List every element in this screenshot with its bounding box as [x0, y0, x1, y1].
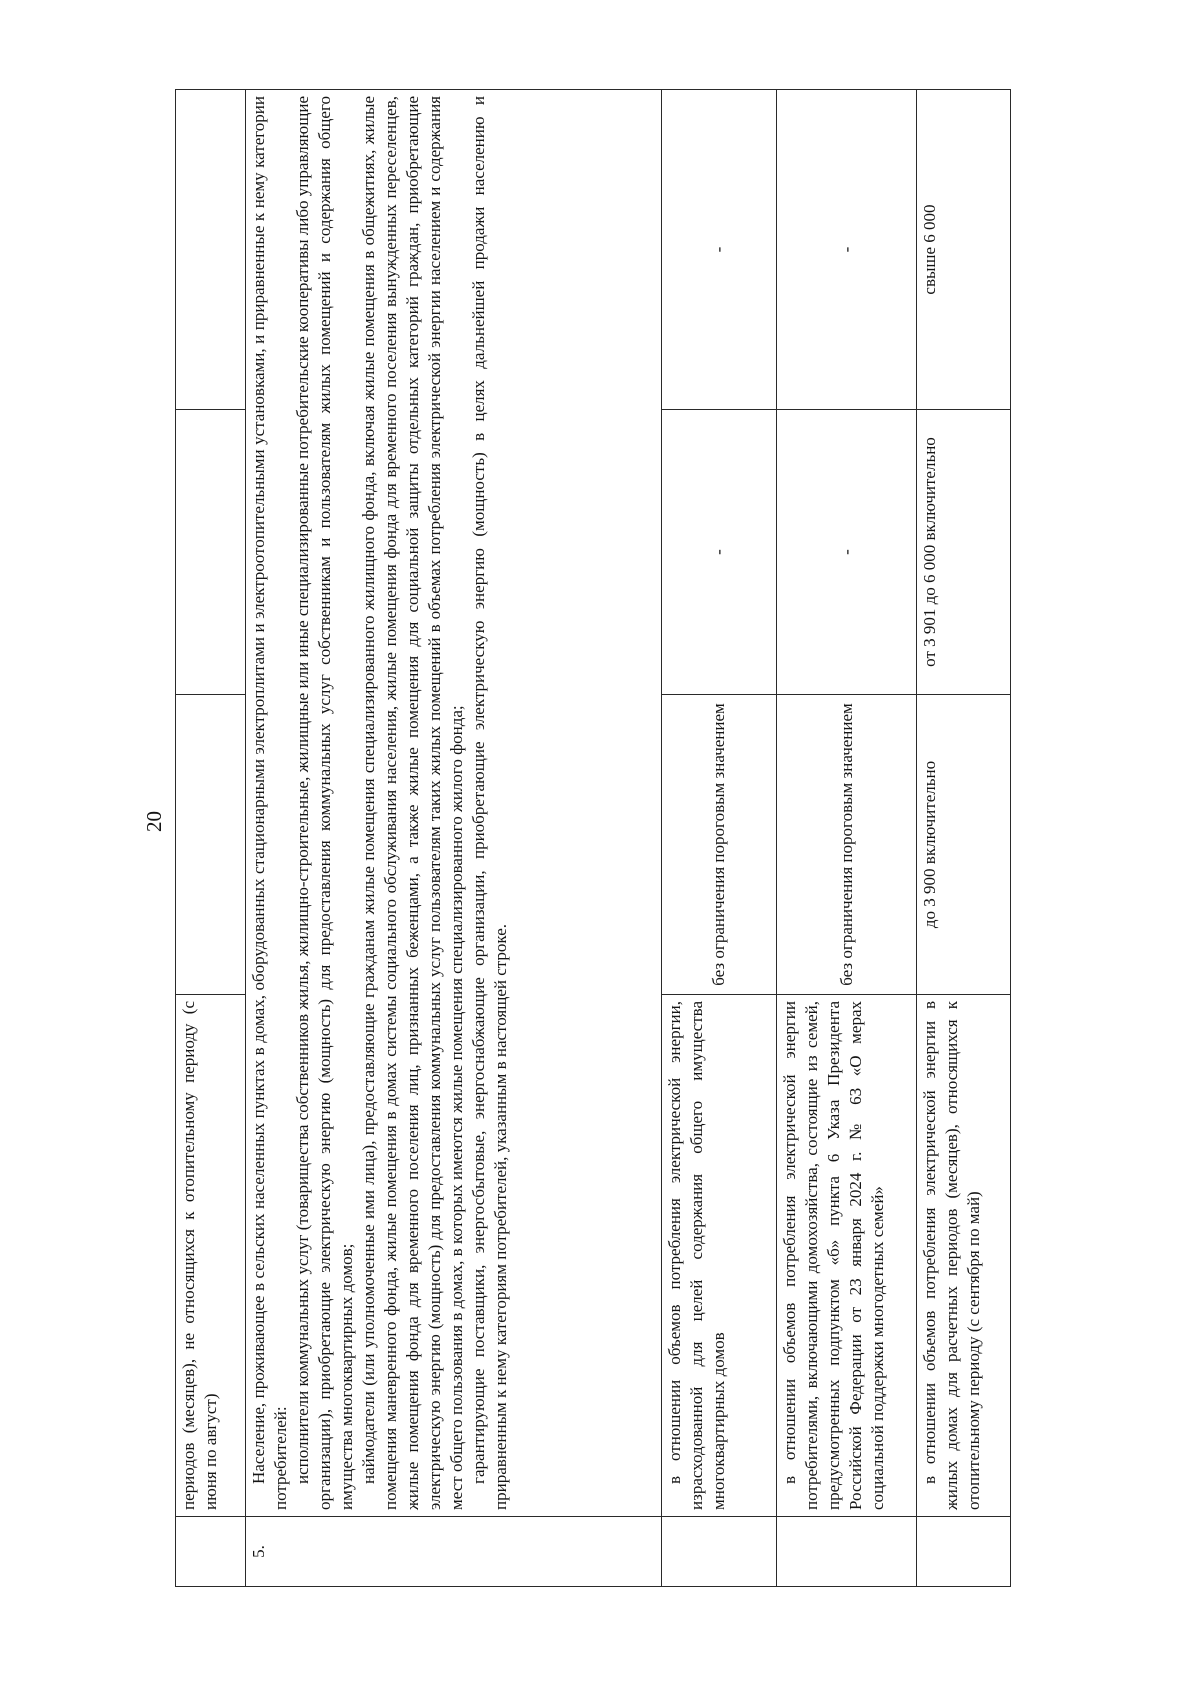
empty-cell [176, 695, 246, 995]
paragraph: исполнители коммунальных услуг (товарищества собственников жилья, жилищно-строительные, жилищные или иные специализированные потребительские кооперативы либо управляющие организации), приобретающие электрическую энергию (мощность) для предоставления коммунальных услуг собственникам и пользователям жилых помещений и содержания общего имущества многоквартирных домов; [293, 96, 356, 1510]
table-row-common-property [662, 90, 777, 1587]
paragraph: Население, проживающее в сельских населенных пунктах в домах, оборудованных стационарными электроплитами и электроотопительными установками, и приравненные к нему категории потребителей: [249, 96, 290, 1510]
table-row-heating-period [917, 90, 1011, 1587]
range-2-cell: - [777, 410, 917, 695]
tariff-table [175, 89, 1011, 1587]
empty-cell [176, 410, 246, 695]
continuation-label: периодов (месяцев), не относящихся к отопительному периоду (с июня по август) [176, 995, 246, 1517]
range-1-cell: без ограничения пороговым значением [662, 695, 777, 995]
table-row-large-families [777, 90, 917, 1587]
paragraph: наймодатели (или уполномоченные ими лица), предоставляющие гражданам жилые помещения специализированного жилищного фонда, включая жилые помещения в общежитиях, жилые помещения маневренного фонда, жилые помещения в домах системы социального обслуживания населения, жилые помещения фонда для временного поселения вынужденных переселенцев, жилые помещения фонда для временного поселения лиц, признанных беженцами, а также жилые помещения для социальной защиты отдельных категорий граждан, приобретающие электрическую энергию (мощность) для предоставления коммунальных услуг пользователям таких жилых помещений в объемах потребления электрической энергии населением и содержания мест общего пользования в домах, в которых имеются жилые помещения специализированного жилого фонда; [359, 96, 466, 1510]
number-cell-empty [777, 1517, 917, 1587]
row-number: 5. [246, 1517, 662, 1587]
range-2-cell: - [662, 410, 777, 695]
sub-row-label: в отношении объемов потребления электрической энергии потребителями, включающими домохозяйства, состоящие из семей, предусмотренных подпунктом «б» пункта 6 Указа Президента Российской Федерации от 23 января 2024 г. № 63 «О мерах социальной поддержки многодетных семей» [777, 995, 917, 1517]
range-3-cell: - [777, 90, 917, 410]
range-3-cell: свыше 6 000 [917, 90, 1011, 410]
table-row-continuation [176, 90, 246, 1587]
empty-cell [176, 90, 246, 410]
row-5-description [246, 90, 662, 1517]
page-number: 20 [142, 811, 166, 832]
sub-row-label: в отношении объемов потребления электрической энергии, израсходованной для целей содержания общего имущества многоквартирных домов [662, 995, 777, 1517]
range-3-cell: - [662, 90, 777, 410]
number-cell-empty [662, 1517, 777, 1587]
range-2-cell: от 3 901 до 6 000 включительно [917, 410, 1011, 695]
sub-row-label: в отношении объемов потребления электрической энергии в жилых домах для расчетных периодов (месяцев), относящихся к отопительному периоду (с сентября по май) [917, 995, 1011, 1517]
range-1-cell: без ограничения пороговым значением [777, 695, 917, 995]
range-1-cell: до 3 900 включительно [917, 695, 1011, 995]
number-cell-empty [176, 1517, 246, 1587]
table-row-5 [246, 90, 662, 1587]
paragraph: гарантирующие поставщики, энергосбытовые, энергоснабжающие организации, приобретающие электрическую энергию (мощность) в целях дальнейшей продажи населению и приравненным к нему категориям потребителей, указанным в настоящей строке. [469, 96, 510, 1510]
rotated-table-frame [175, 96, 1010, 1587]
number-cell-empty [917, 1517, 1011, 1587]
